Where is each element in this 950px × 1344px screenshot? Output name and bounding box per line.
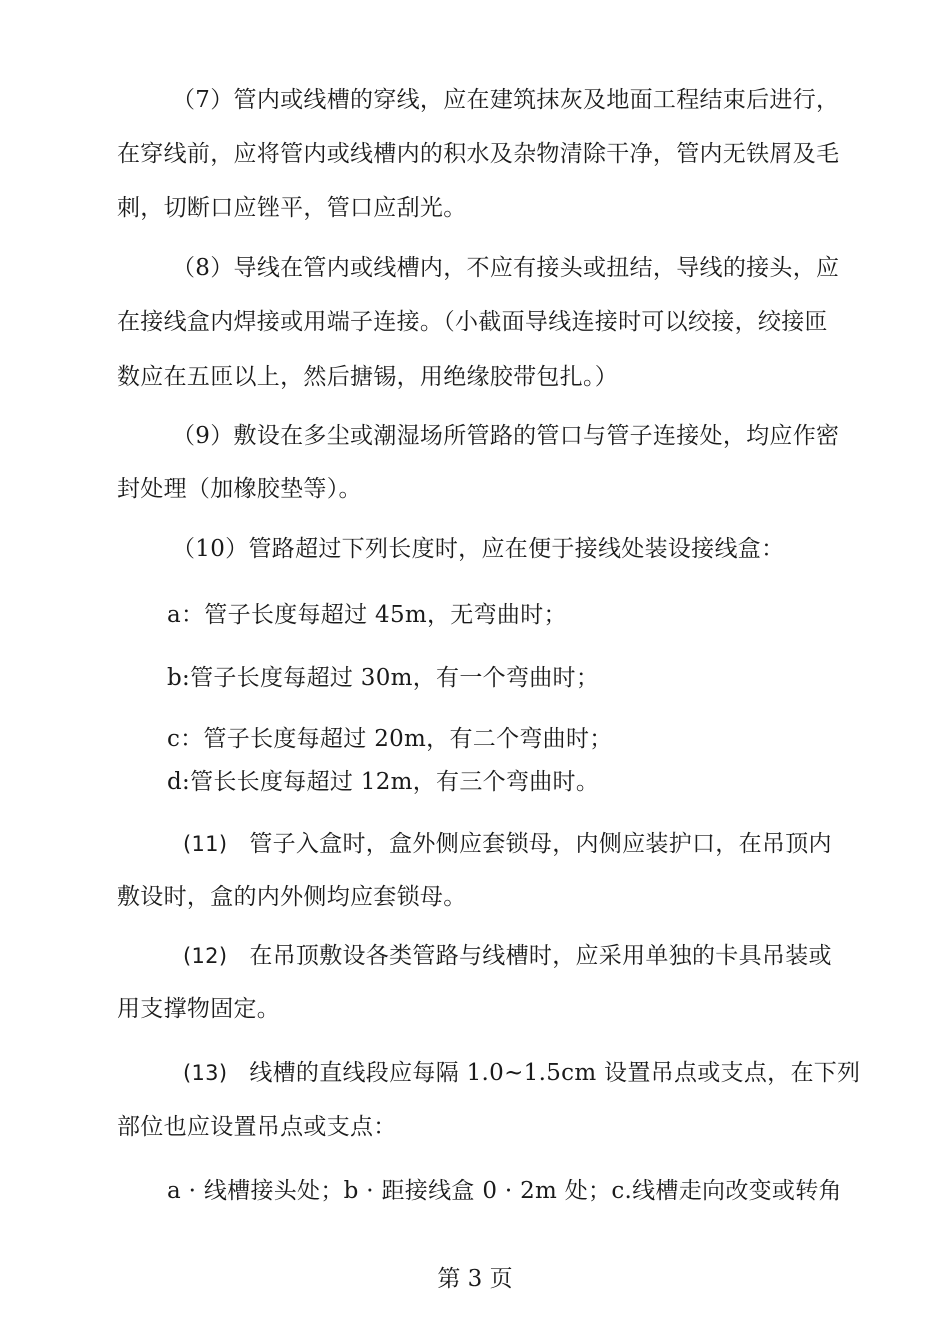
para-8-line-3: 数应在五匝以上，然后搪锡，用绝缘胶带包扎。）: [117, 364, 619, 390]
para-13-text-1: 线槽的直线段应每隔 1.0~1.5cm 设置吊点或支点，在下列: [249, 1060, 861, 1086]
para-11-line-2: 敷设时，盒的内外侧均应套锁母。: [117, 884, 467, 910]
list-item-d: d:管长长度每超过 12m，有三个弯曲时。: [167, 769, 600, 795]
para-10-line-1: （10）管路超过下列长度时，应在便于接线处装设接线盒：: [172, 536, 785, 562]
para-11-line-1: [183, 829, 832, 859]
para-12-line-2: 用支撑物固定。: [117, 996, 281, 1022]
para-7-line-1: （7）管内或线槽的穿线，应在建筑抹灰及地面工程结束后进行，: [172, 87, 840, 113]
para-7-line-2: 在穿线前，应将管内或线槽内的积水及杂物清除干净，管内无铁屑及毛: [117, 141, 840, 167]
list-item-b: b:管子长度每超过 30m，有一个弯曲时；: [167, 665, 600, 691]
list-item-a: a：管子长度每超过 45m，无弯曲时；: [167, 602, 567, 628]
para-11-number: (11): [183, 832, 228, 856]
para-13-line-1: [183, 1058, 860, 1088]
para-9-line-1: （9）敷设在多尘或潮湿场所管路的管口与管子连接处，均应作密: [172, 423, 840, 449]
para-11-text-1: 管子入盒时，盒外侧应套锁母，内侧应装护口，在吊顶内: [249, 831, 832, 857]
list-item-c: c：管子长度每超过 20m，有二个弯曲时；: [167, 726, 613, 752]
para-13-number: (13): [183, 1061, 228, 1085]
para-12-number: (12): [183, 944, 228, 968]
para-9-line-2: 封处理（加橡胶垫等）。: [117, 476, 362, 502]
para-8-line-2: 在接线盒内焊接或用端子连接。（小截面导线连接时可以绞接，绞接匝: [117, 309, 828, 335]
para-12-line-1: [183, 941, 832, 971]
para-7-line-3: 刺，切断口应锉平，管口应刮光。: [117, 195, 467, 221]
para-13-locations: a · 线槽接头处；b · 距接线盒 0 · 2m 处；c.线槽走向改变或转角: [167, 1178, 842, 1204]
para-13-line-2: 部位也应设置吊点或支点：: [117, 1114, 397, 1140]
para-8-line-1: （8）导线在管内或线槽内，不应有接头或扭结，导线的接头，应: [172, 255, 840, 281]
para-12-text-1: 在吊顶敷设各类管路与线槽时，应采用单独的卡具吊装或: [249, 943, 832, 969]
page-number: 第 3 页: [437, 1266, 513, 1292]
